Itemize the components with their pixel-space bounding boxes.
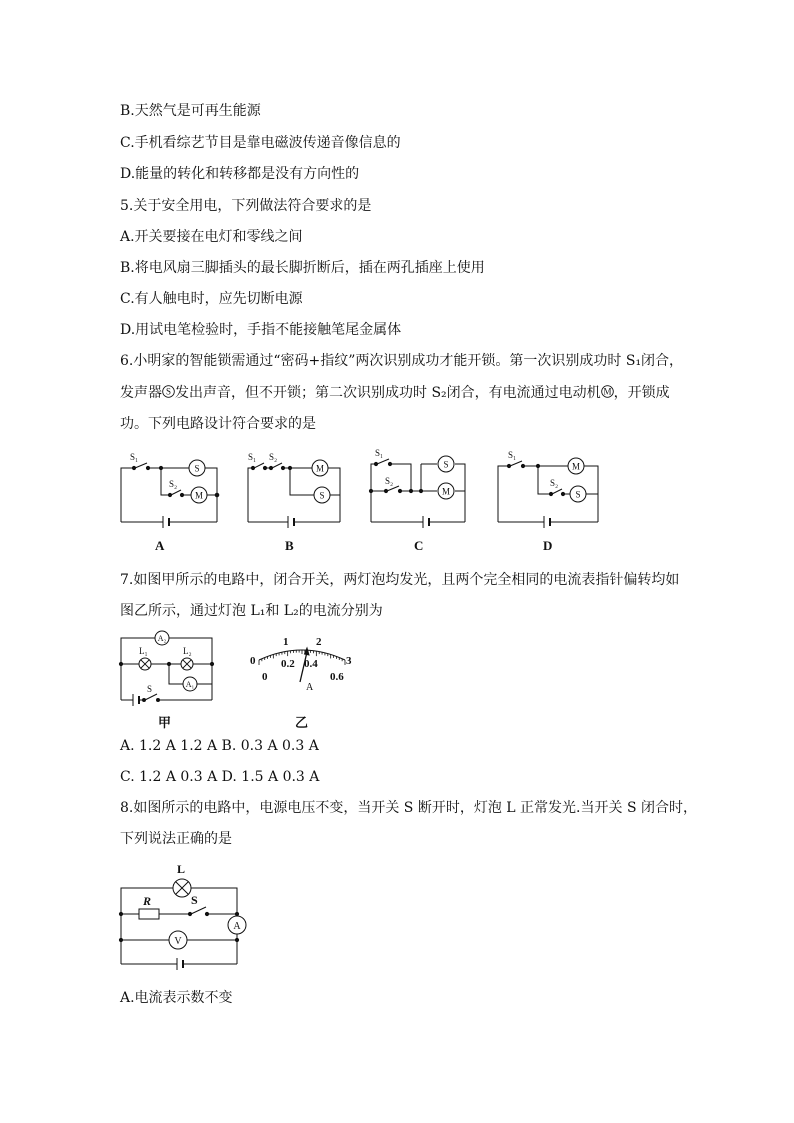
q7-options-cd: C. 1.2 A 0.3 A D. 1.5 A 0.3 A [120,769,320,785]
q6-caption-c: C [414,538,424,553]
q7-fig-jia-caption: 甲 [158,715,172,730]
motor-label: M [194,490,204,501]
sounder-label: S [443,459,449,470]
q7-stem-line2: 图乙所示，通过灯泡 L₁和 L₂的电流分别为 [120,603,383,619]
sounder-icon-letter: S [165,386,172,397]
sounder-label: S [575,489,581,500]
q6-stem-line1: 6.小明家的智能锁需通过“密码+指纹”两次识别成功才能开锁。第一次识别成功时 S₁闭合， [120,353,684,369]
q4-option-d: D.能量的转化和转移都是没有方向性的 [120,166,360,182]
q8-option-a: A.电流表示数不变 [120,990,233,1006]
motor-label: M [571,461,581,472]
dial-inner-tick: 0 [262,671,268,683]
q4-option-b: B.天然气是可再生能源 [120,103,261,119]
resistor-label: R [143,894,152,908]
q7-options-ab: A. 1.2 A 1.2 A B. 0.3 A 0.3 A [120,738,319,754]
dial-outer-tick: 0 [250,655,256,667]
q7-fig-yi-caption: 乙 [295,715,309,730]
switch-s-label: S [147,684,153,694]
q6-caption-d: D [543,538,553,553]
q5-option-c: C.有人触电时，应先切断电源 [120,291,303,307]
dial-outer-tick: 1 [283,636,289,648]
q6-caption-b: B [285,538,294,553]
sounder-label: S [319,490,325,501]
lamp-l1-label: L₁ [139,646,148,656]
q5-option-a: A.开关要接在电灯和零线之间 [120,229,303,245]
motor-icon [601,385,614,398]
q6-stem-line3: 功。下列电路设计符合要求的是 [120,416,316,432]
sounder-label: S [194,463,200,474]
q6-stem-part-b: 发出声音，但不开锁；第二次识别成功时 S₂闭合，有电流通过电动机 [175,385,601,401]
q7-stem-line1: 7.如图甲所示的电路中，闭合开关，两灯泡均发光，且两个完全相同的电流表指针偏转均如 [120,572,680,588]
switch-label: S₂ [169,479,178,489]
q6-stem-line2 [120,383,670,403]
motor-label: M [315,463,325,474]
switch-label: S₂ [385,476,394,486]
voltmeter-label: V [174,936,182,947]
dial-inner-tick: 0.4 [304,658,318,670]
q4-option-c: C.手机看综艺节目是靠电磁波传递音像信息的 [120,135,401,151]
switch-label: S₂ [550,478,559,488]
dial-inner-tick: 0.2 [281,658,295,670]
q6-circuit-b [242,448,352,530]
q8-circuit [115,858,255,976]
q6-circuit-c [365,446,475,530]
q5-option-d: D.用试电笔检验时，手指不能接触笔尾金属体 [120,322,402,338]
switch-label: S₁ [375,448,384,458]
switch-label: S₁ [130,452,139,462]
switch-label: S₂ [269,452,278,462]
dial-unit: A [306,682,314,693]
q6-stem-part-c: ，开锁成 [613,385,670,401]
switch-label: S [191,893,198,907]
q8-stem-line2: 下列说法正确的是 [120,831,232,847]
dial-tick-marks [259,650,345,665]
motor-icon-letter: M [603,386,612,397]
q5-stem: 5.关于安全用电，下列做法符合要求的是 [120,198,372,214]
ammeter-a1-label: A₁ [185,680,195,689]
q6-caption-a: A [155,538,165,553]
q6-circuit-d [492,448,607,530]
dial-inner-tick: 0.6 [330,671,344,683]
q7-circuit-jia [115,630,225,706]
q8-stem-line1: 8.如图所示的电路中，电源电压不变，当开关 S 断开时，灯泡 L 正常发光.当开关 S 闭合时， [120,800,697,816]
dial-outer-tick: 3 [346,655,352,667]
switch-label: S₁ [508,450,517,460]
q6-stem-part-a: 发声器 [120,385,162,401]
switch-label: S₁ [248,452,257,462]
lamp-l2-label: L₂ [183,646,192,656]
motor-label: M [441,486,451,497]
ammeter-label: A [233,921,241,932]
q7-ammeter-dial [245,630,360,698]
q5-option-b: B.将电风扇三脚插头的最长脚折断后，插在两孔插座上使用 [120,260,485,276]
dial-outer-tick: 2 [316,636,322,648]
sounder-icon [162,385,175,398]
ammeter-a2-label: A₂ [157,634,167,643]
q6-circuit-a [115,448,225,530]
lamp-label: L [177,862,186,876]
